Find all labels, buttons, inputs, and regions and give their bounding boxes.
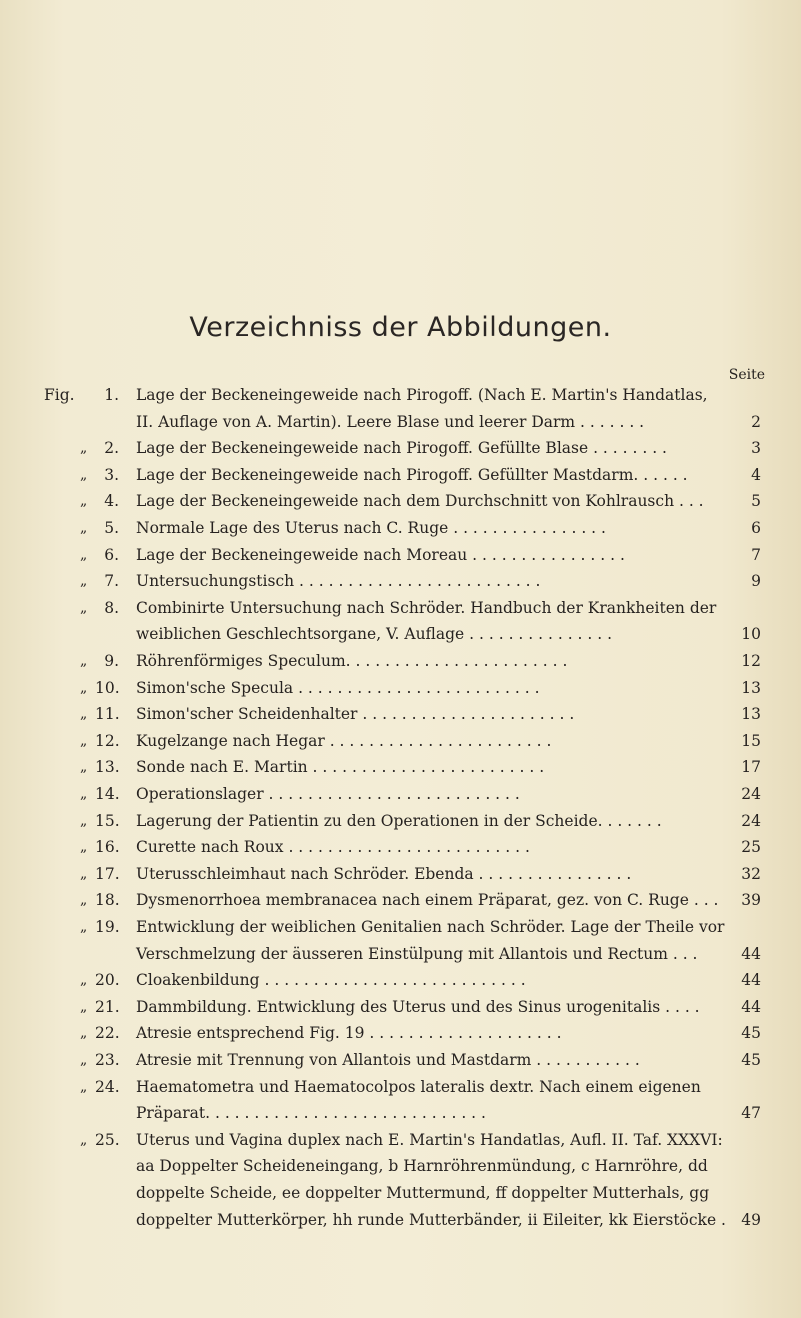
figure-number: 12. [95, 731, 120, 750]
entry-continuation-row [0, 621, 801, 647]
entry-text: Normale Lage des Uterus nach C. Ruge . . . . . . . . . . . . . . . . [136, 519, 606, 537]
figure-number: 18. [95, 891, 120, 910]
page-number: 39 [741, 891, 761, 910]
entry-continuation-row [0, 409, 801, 435]
ditto-mark: „ [80, 1025, 88, 1042]
entry-text: Präparat. . . . . . . . . . . . . . . . . . . . . . . . . . . . . [136, 1104, 486, 1123]
entry-text: Verschmelzung der äusseren Einstülpung mit Allantois und Rectum . . . [136, 944, 698, 963]
entry-continuation-row [0, 1100, 801, 1126]
entry-text: Uterusschleimhaut nach Schröder. Ebenda . . . . . . . . . . . . . . . . [136, 864, 632, 883]
ditto-mark: „ [80, 520, 88, 536]
page-number: 9 [751, 572, 761, 591]
figure-number: 4. [104, 492, 119, 511]
entry-row [0, 675, 801, 701]
page-number: 24 [741, 811, 761, 830]
entry-row [0, 914, 801, 940]
entry-text: Dysmenorrhoea membranacea nach einem Präparat, gez. von C. Ruge . . . [136, 891, 719, 910]
entry-row [0, 435, 801, 461]
entry-text: Atresie entsprechend Fig. 19 . . . . . . . . . . . . . . . . . . . . [136, 1024, 562, 1043]
ditto-mark: „ [80, 1131, 88, 1148]
entry-row [0, 462, 801, 488]
figure-number: 1. [104, 386, 119, 404]
entry-row [0, 781, 801, 807]
page-number: 44 [741, 944, 761, 963]
page-number: 4 [751, 465, 761, 484]
ditto-mark: „ [80, 998, 88, 1015]
fig-prefix: Fig. [44, 386, 75, 404]
figure-number: 2. [104, 439, 119, 458]
page-title: Verzeichniss der Abbildungen. [189, 312, 612, 343]
entry-text: aa Doppelter Scheideneingang, b Harnröhrenmündung, c Harnröhre, dd [136, 1157, 708, 1176]
entry-text: Haematometra und Haematocolpos lateralis dextr. Nach einem eigenen [136, 1077, 701, 1096]
ditto-mark: „ [80, 839, 88, 856]
entry-text: Operationslager . . . . . . . . . . . . . . . . . . . . . . . . . . [136, 785, 520, 803]
entry-text: Dammbildung. Entwicklung des Uterus und des Sinus urogenitalis . . . . [136, 997, 700, 1016]
entry-text: Lagerung der Patientin zu den Operationen in der Scheide. . . . . . . [136, 811, 662, 830]
entry-row [0, 808, 801, 834]
entry-text: Simon'scher Scheidenhalter . . . . . . . . . . . . . . . . . . . . . . [136, 705, 575, 724]
page-number: 45 [741, 1024, 761, 1043]
entry-row [0, 1074, 801, 1100]
figure-number: 20. [95, 971, 120, 990]
entry-continuation-row [0, 1207, 801, 1233]
figure-number: 19. [95, 918, 120, 936]
entry-text: II. Auflage von A. Martin). Leere Blase und leerer Darm . . . . . . . [136, 412, 645, 431]
entry-row [0, 1127, 801, 1153]
page-number: 2 [751, 412, 761, 431]
entry-row [0, 967, 801, 993]
ditto-mark: „ [80, 653, 88, 669]
page-number: 12 [741, 652, 761, 670]
figure-number: 9. [104, 652, 119, 670]
entry-text: Lage der Beckeneingeweide nach dem Durchschnitt von Kohlrausch . . . [136, 492, 704, 511]
entry-row [0, 568, 801, 594]
figure-number: 13. [95, 758, 120, 777]
ditto-mark: „ [80, 706, 88, 723]
entry-text: Untersuchungstisch . . . . . . . . . . . . . . . . . . . . . . . . . [136, 572, 541, 591]
figure-number: 17. [95, 864, 120, 883]
entry-row [0, 861, 801, 887]
entry-text: Curette nach Roux . . . . . . . . . . . . . . . . . . . . . . . . . [136, 838, 530, 857]
entry-row [0, 648, 801, 674]
entry-text: Lage der Beckeneingeweide nach Pirogoff. Gefüllter Mastdarm. . . . . . [136, 465, 688, 484]
page-number: 5 [751, 492, 761, 511]
entry-continuation-row [0, 941, 801, 967]
ditto-mark: „ [80, 546, 88, 563]
ditto-mark: „ [80, 892, 88, 909]
entry-text: Lage der Beckeneingeweide nach Pirogoff. (Nach E. Martin's Handatlas, [136, 386, 708, 404]
entry-continuation-row [0, 1180, 801, 1206]
figure-number: 6. [104, 545, 119, 564]
entry-row [0, 754, 801, 780]
ditto-mark: „ [80, 466, 88, 483]
ditto-mark: „ [80, 732, 88, 749]
entry-text: doppelter Mutterkörper, hh runde Mutterbänder, ii Eileiter, kk Eierstöcke . [136, 1210, 726, 1229]
page-number: 7 [751, 545, 761, 564]
figure-number: 11. [95, 705, 120, 724]
ditto-mark: „ [80, 759, 88, 776]
entry-row [0, 1020, 801, 1046]
entry-text: Lage der Beckeneingeweide nach Pirogoff. Gefüllte Blase . . . . . . . . [136, 439, 667, 458]
figure-number: 24. [95, 1077, 120, 1096]
ditto-mark: „ [80, 812, 88, 829]
entry-row [0, 515, 801, 541]
figure-number: 22. [95, 1024, 120, 1043]
page-number: 44 [741, 997, 761, 1016]
entry-row [0, 728, 801, 754]
page-number: 17 [741, 758, 761, 777]
entry-text: Uterus und Vagina duplex nach E. Martin's Handatlas, Aufl. II. Taf. XXXVI: [136, 1130, 723, 1149]
entry-text: weiblichen Geschlechtsorgane, V. Auflage . . . . . . . . . . . . . . . [136, 625, 613, 644]
figure-number: 5. [104, 519, 119, 537]
figure-number: 10. [95, 678, 120, 697]
entry-row [0, 701, 801, 727]
figure-number: 21. [95, 997, 120, 1016]
page-number: 13 [741, 678, 761, 697]
column-label-seite: Seite [728, 367, 765, 383]
entry-text: Entwicklung der weiblichen Genitalien nach Schröder. Lage der Theile vor [136, 918, 725, 936]
entry-row [0, 834, 801, 860]
ditto-mark: „ [80, 1052, 88, 1068]
entry-text: doppelte Scheide, ee doppelter Muttermund, ff doppelter Mutterhals, gg [136, 1184, 710, 1202]
entry-text: Cloakenbildung . . . . . . . . . . . . . . . . . . . . . . . . . . . [136, 971, 526, 990]
entry-text: Simon'sche Specula . . . . . . . . . . . . . . . . . . . . . . . . . [136, 678, 540, 697]
figure-number: 15. [95, 811, 120, 830]
ditto-mark: „ [80, 919, 88, 935]
page-number: 15 [741, 731, 761, 750]
entry-row [0, 488, 801, 514]
entry-text: Combinirte Untersuchung nach Schröder. Handbuch der Krankheiten der [136, 598, 717, 617]
entry-row [0, 1047, 801, 1073]
figure-number: 16. [95, 838, 120, 857]
page-number: 25 [741, 838, 761, 857]
entry-text: Atresie mit Trennung von Allantois und Mastdarm . . . . . . . . . . . [136, 1051, 640, 1069]
ditto-mark: „ [80, 972, 88, 989]
ditto-mark: „ [80, 786, 88, 802]
page-number: 44 [741, 971, 761, 990]
figure-number: 8. [104, 598, 119, 617]
entry-row [0, 595, 801, 621]
ditto-mark: „ [80, 599, 88, 616]
page-number: 32 [741, 864, 761, 883]
ditto-mark: „ [80, 865, 88, 882]
page-number: 10 [741, 625, 761, 644]
entry-text: Lage der Beckeneingeweide nach Moreau . . . . . . . . . . . . . . . . [136, 545, 625, 564]
ditto-mark: „ [80, 493, 88, 510]
entry-continuation-row [0, 1153, 801, 1179]
ditto-mark: „ [80, 573, 88, 590]
page-number: 6 [751, 519, 761, 537]
page-number: 3 [751, 439, 761, 458]
page-number: 13 [741, 705, 761, 724]
page-number: 49 [741, 1210, 761, 1229]
ditto-mark: „ [80, 679, 88, 696]
entry-text: Röhrenförmiges Speculum. . . . . . . . . . . . . . . . . . . . . . . [136, 652, 568, 670]
entry-row [0, 382, 801, 408]
figure-number: 25. [95, 1130, 120, 1149]
entry-row [0, 542, 801, 568]
page-number: 45 [741, 1051, 761, 1069]
figure-number: 14. [95, 785, 120, 803]
entry-text: Kugelzange nach Hegar . . . . . . . . . . . . . . . . . . . . . . . [136, 731, 552, 750]
ditto-mark: „ [80, 1078, 88, 1095]
figure-number: 23. [95, 1051, 120, 1069]
entry-row [0, 887, 801, 913]
entry-text: Sonde nach E. Martin . . . . . . . . . . . . . . . . . . . . . . . . [136, 758, 545, 777]
page-number: 24 [741, 785, 761, 803]
page-number: 47 [741, 1104, 761, 1123]
figure-number: 7. [104, 572, 119, 591]
entry-row [0, 994, 801, 1020]
figure-number: 3. [104, 465, 119, 484]
ditto-mark: „ [80, 440, 88, 457]
